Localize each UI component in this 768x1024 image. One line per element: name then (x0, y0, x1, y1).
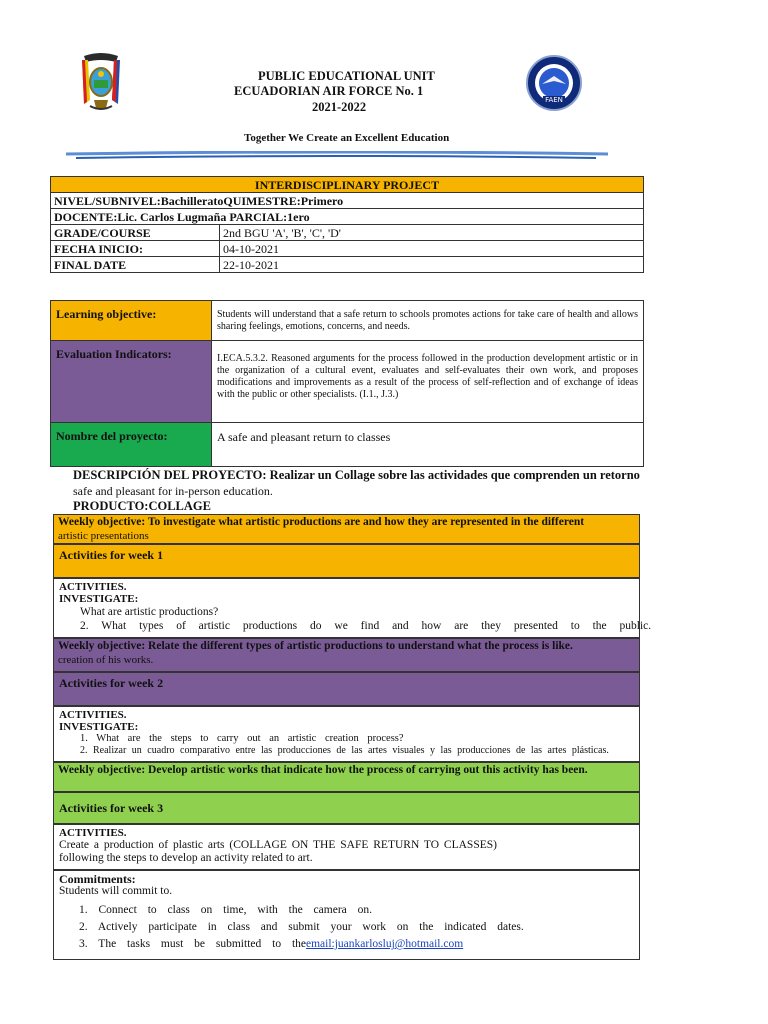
week2-activities (53, 706, 640, 762)
week1-objective (53, 514, 640, 544)
quimestre-label: QUIMESTRE:Primero (223, 193, 344, 208)
week2-objective-text: Weekly objective: Relate the different types of artistic productions to understand what the process is like. (58, 640, 573, 652)
week1-objective-text: Weekly objective: To investigate what artistic productions are and how they are represented in the different (58, 516, 585, 528)
fae-school-emblem-logo (524, 54, 584, 112)
week3-line-1: Create a production of plastic arts (COLLAGE ON THE SAFE RETURN TO CLASSES) (59, 839, 497, 851)
week3-objective-text: Weekly objective: Develop artistic works that indicate how the process of carrying out this activity has been. (58, 764, 588, 776)
week2-item-2: 2. Realizar un cuadro comparativo entre las producciones de las artes visuales y las producciones de las artes plásticas. (80, 745, 609, 756)
start-date-value: 04-10-2021 (220, 241, 644, 257)
project-description: DESCRIPCIÓN DEL PROYECTO: Realizar un Collage sobre las actividades que comprenden un retorno (73, 468, 640, 482)
week1-investigate: INVESTIGATE: (59, 593, 139, 605)
week2-header (53, 672, 640, 706)
grade-label: GRADE/COURSE (51, 225, 220, 241)
contact-email-link[interactable]: email:juankarlosluj@hotmail.com (306, 938, 464, 950)
parcial-label: PARCIAL:1ero (229, 209, 310, 224)
week1-objective-cont: artistic presentations (58, 530, 149, 542)
project-description-cont: safe and pleasant for in-person education. (73, 484, 273, 498)
commitments-title: Commitments: (59, 872, 136, 886)
week1-header-text: Activities for week 1 (59, 548, 164, 562)
school-year: 2021-2022 (312, 100, 367, 114)
week2-objective (53, 638, 640, 672)
week1-item-1: What are artistic productions? (80, 606, 219, 618)
week3-header-text: Activities for week 3 (59, 801, 164, 815)
week3-header (53, 792, 640, 824)
teacher-label: DOCENTE:Lic. Carlos Lugmaña (54, 209, 227, 224)
level-label: NIVEL/SUBNIVEL:Bachillerato (54, 193, 224, 208)
evaluation-indicators-text: I.ECA.5.3.2. Reasoned arguments for the process followed in the production development artistic or in the organization of a cultural event, evaluates and self-evaluates their own work, and proposes modifications and improvements as a result of the process of self-reflection and of exchange of ideas with the public or other specialists. (I.1., J.3.) (212, 341, 644, 423)
week3-line-2: following the steps to develop an activity related to art. (59, 852, 313, 864)
evaluation-indicators-label: Evaluation Indicators: (51, 341, 212, 423)
objectives-table (50, 300, 644, 467)
week1-activities-title: ACTIVITIES. (59, 581, 127, 593)
learning-objective-text: Students will understand that a safe return to schools promotes actions for take care of health and allows sharing feelings, emotions, concerns, and needs. (212, 301, 644, 341)
commitment-item-2: 2. Actively participate in class and submit your work on the indicated dates. (79, 921, 524, 933)
header-divider (66, 148, 608, 158)
week2-investigate: INVESTIGATE: (59, 721, 139, 733)
week3-activities-title: ACTIVITIES. (59, 827, 127, 839)
learning-objective-label: Learning objective: (51, 301, 212, 341)
week1-item-2: 2. What types of artistic productions do we find and how are they presented to the public. (80, 620, 652, 632)
week1-activities (53, 578, 652, 638)
week2-item-1: 1. What are the steps to carry out an artistic creation process? (80, 733, 404, 744)
commitments-section (53, 870, 640, 960)
project-type-title: INTERDISCIPLINARY PROJECT (51, 177, 644, 193)
project-info-table (50, 176, 644, 273)
end-date-label: FINAL DATE (51, 257, 220, 273)
project-name-text: A safe and pleasant return to classes (212, 423, 644, 467)
commitment-item-3 (54, 936, 639, 953)
ecuador-coat-of-arms-logo (78, 52, 124, 114)
week2-activities-title: ACTIVITIES. (59, 709, 127, 721)
level-row (51, 193, 644, 209)
week2-objective-cont: creation of his works. (58, 654, 154, 666)
commitment-item-1: 1. Connect to class on time, with the camera on. (79, 904, 372, 916)
school-name: PUBLIC EDUCATIONAL UNIT (258, 69, 435, 83)
school-subtitle: ECUADORIAN AIR FORCE No. 1 (234, 84, 424, 98)
week1-header (53, 544, 640, 578)
commitments-intro: Students will commit to. (59, 885, 173, 897)
grade-value: 2nd BGU 'A', 'B', 'C', 'D' (220, 225, 644, 241)
motto: Together We Create an Excellent Education (244, 132, 450, 144)
week3-activities (53, 824, 640, 870)
teacher-row (51, 209, 644, 225)
week3-objective (53, 762, 640, 792)
emblem-label: FAEN (545, 96, 563, 104)
project-product: PRODUCTO:COLLAGE (73, 499, 211, 513)
commitment-item-3-text: 3. The tasks must be submitted to the (79, 938, 306, 950)
end-date-value: 22-10-2021 (220, 257, 644, 273)
week2-header-text: Activities for week 2 (59, 676, 164, 690)
start-date-label: FECHA INICIO: (51, 241, 220, 257)
project-name-label: Nombre del proyecto: (51, 423, 212, 467)
